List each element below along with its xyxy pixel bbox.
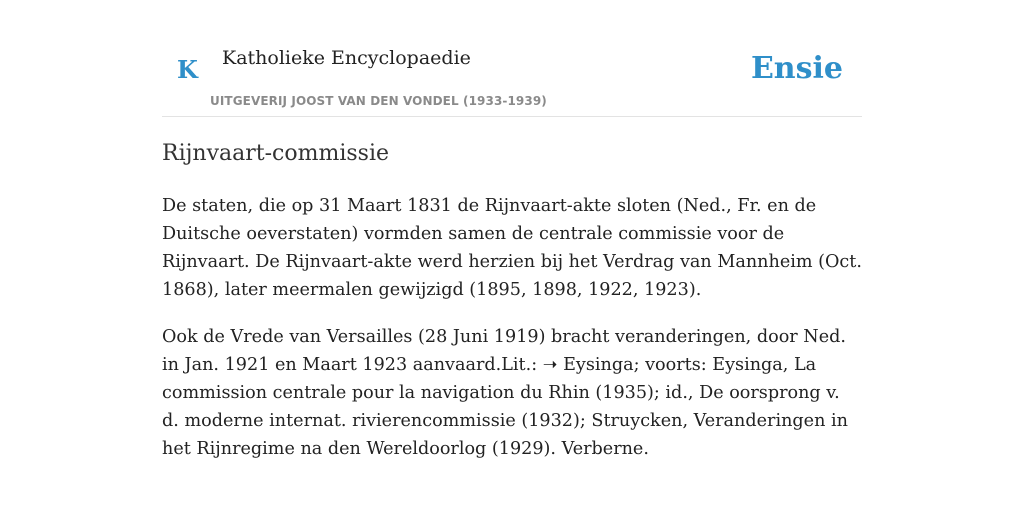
article-paragraph: Ook de Vrede van Versailles (28 Juni 1919) bracht veranderingen, door Ned. in Jan. 1921 en Maart 1923 aanvaard.Lit.: ➝ Eysinga; voorts: Eysinga, La commission centrale pour la navigation du Rhin (1935); id., De oorsprong v. d. moderne internat. rivierencommissie (1932); Struycken, Veranderingen in het Rijnregime na den Wereldoorlog (1929). Verberne. bbox=[162, 327, 848, 459]
site-header bbox=[162, 0, 862, 117]
encyclopedia-title[interactable]: Katholieke Encyclopaedie bbox=[222, 47, 471, 69]
publisher-label: UITGEVERIJ JOOST VAN DEN VONDEL (1933-1939) bbox=[210, 94, 547, 108]
article-paragraph: De staten, die op 31 Maart 1831 de Rijnvaart-akte sloten (Ned., Fr. en de Duitsche oeverstaten) vormden samen de centrale commissie voor de Rijnvaart. De Rijnvaart-akte werd herzien bij het Verdrag van Mannheim (Oct. 1868), later meermalen gewijzigd (1895, 1898, 1922, 1923). bbox=[162, 196, 862, 300]
brand-logo[interactable]: Ensie bbox=[750, 51, 843, 86]
article bbox=[162, 138, 862, 463]
encyclopedia-logo[interactable]: K bbox=[177, 55, 198, 84]
article-title: Rijnvaart-commissie bbox=[162, 141, 390, 166]
